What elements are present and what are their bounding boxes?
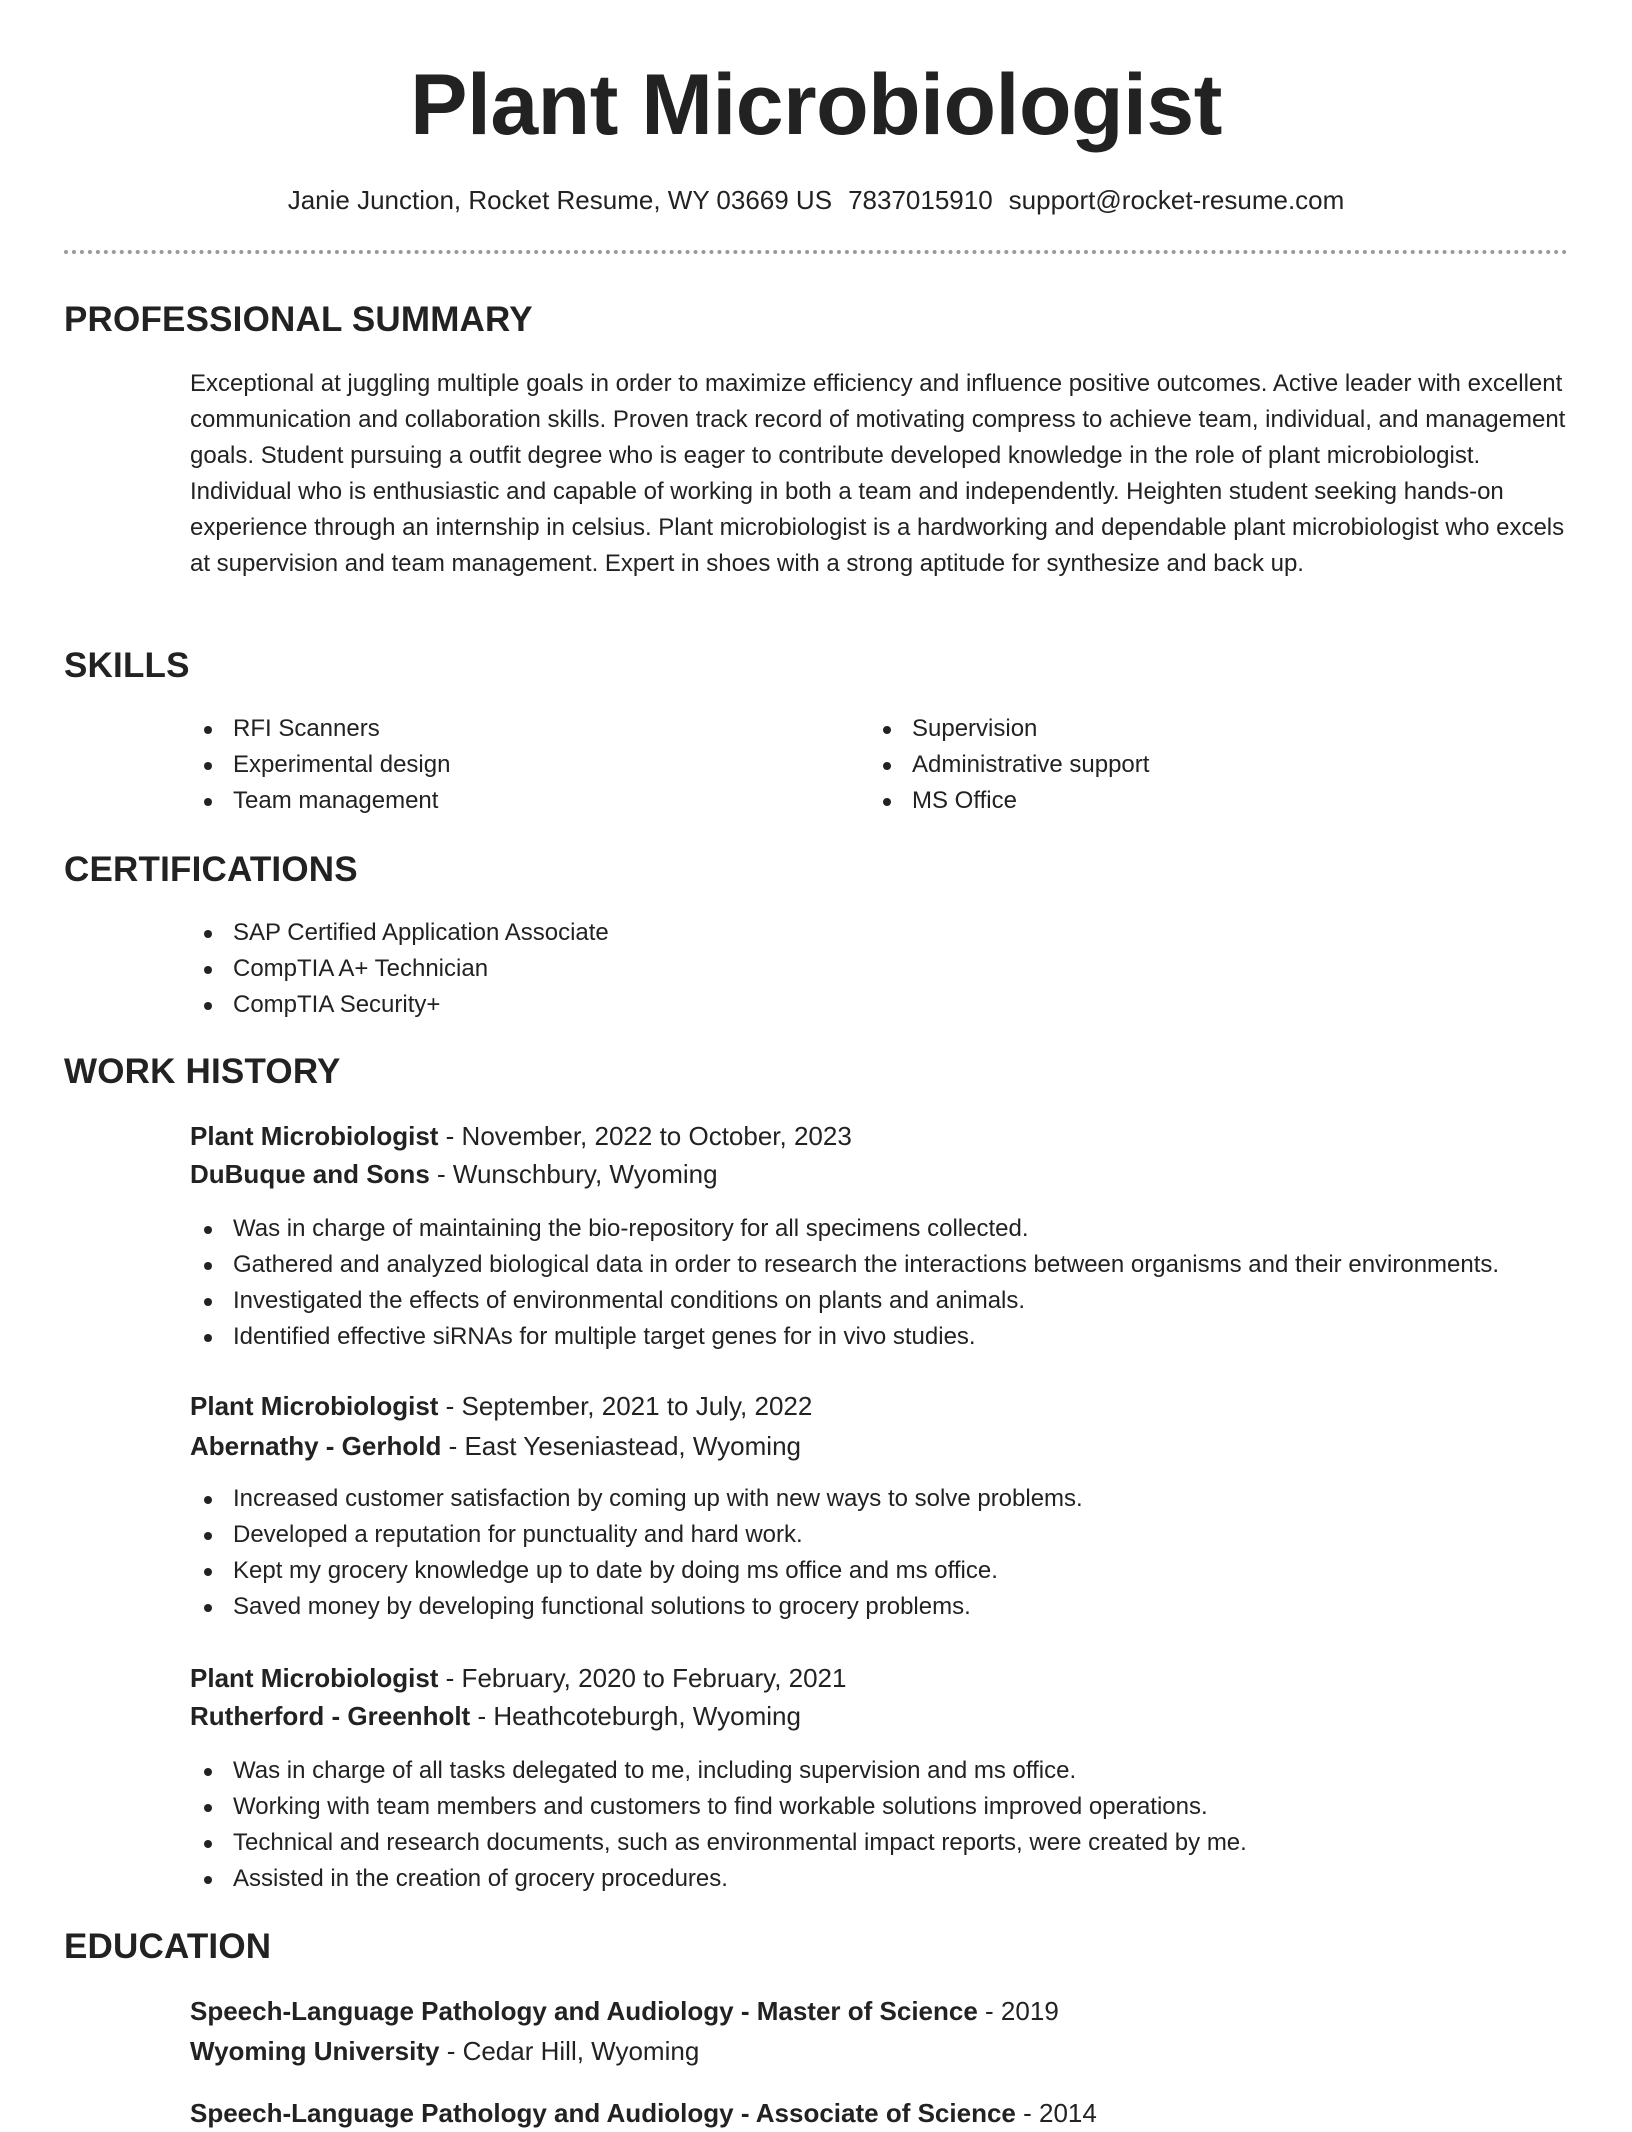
education-degree: Speech-Language Pathology and Audiology - Master of Science [190, 1996, 978, 2026]
job-dates: - February, 2020 to February, 2021 [438, 1663, 847, 1693]
bullet-icon [204, 966, 212, 974]
bullet-icon [883, 726, 891, 734]
education-year: - 2019 [977, 1996, 1059, 2026]
skill-label: RFI Scanners [233, 715, 380, 742]
bullet-icon [204, 1532, 212, 1540]
list-item [190, 987, 609, 1023]
bullet-icon [204, 798, 212, 806]
bullet-icon [204, 726, 212, 734]
education-year: - 2014 [1015, 2098, 1097, 2128]
job-role: Plant Microbiologist [190, 1663, 439, 1693]
bullet-icon [204, 1002, 212, 1010]
job-bullet-text: Gathered and analyzed biological data in order to research the interactions between organisms and their environments. [233, 1251, 1500, 1278]
job-location: - Heathcoteburgh, Wyoming [470, 1701, 801, 1731]
bullet-icon [204, 930, 212, 938]
skill-label: MS Office [912, 787, 1017, 814]
job-bullet-text: Was in charge of all tasks delegated to me, including supervision and ms office. [233, 1757, 1077, 1784]
skill-label: Supervision [912, 715, 1038, 742]
bullet-icon [204, 1568, 212, 1576]
list-item [190, 1789, 1247, 1825]
job-bullets [190, 1481, 1083, 1625]
job-bullet-text: Assisted in the creation of grocery procedures. [233, 1865, 728, 1892]
skills-heading: SKILLS [64, 646, 190, 685]
bullet-icon [204, 1262, 212, 1270]
certification-label: SAP Certified Application Associate [233, 919, 609, 946]
certifications-list [190, 915, 609, 1023]
bullet-icon [204, 1496, 212, 1504]
bullet-icon [204, 1804, 212, 1812]
bullet-icon [204, 1876, 212, 1884]
job-role: Plant Microbiologist [190, 1391, 439, 1421]
skill-label: Team management [233, 787, 439, 814]
education-degree-line [190, 1992, 1059, 2030]
job-bullet-text: Developed a reputation for punctuality and hard work. [233, 1521, 803, 1548]
job-bullet-text: Kept my grocery knowledge up to date by doing ms office and ms office. [233, 1557, 998, 1584]
list-item [190, 1825, 1247, 1861]
bullet-icon [204, 1334, 212, 1342]
job-bullet-text: Was in charge of maintaining the bio-repository for all specimens collected. [233, 1215, 1029, 1242]
list-item [190, 783, 450, 819]
certification-label: CompTIA A+ Technician [233, 955, 489, 982]
job-bullets [190, 1211, 1499, 1355]
list-item [190, 1517, 1083, 1553]
skills-list-left [190, 711, 450, 819]
list-item [190, 915, 609, 951]
contact-address: Janie Junction, Rocket Resume, WY 03669 US [287, 185, 833, 215]
job-location: - East Yeseniastead, Wyoming [441, 1431, 801, 1461]
page-title: Plant Microbiologist [410, 57, 1222, 153]
list-item [190, 1319, 1499, 1355]
job-bullet-text: Working with team members and customers to find workable solutions improved operations. [233, 1793, 1208, 1820]
job-dates: - November, 2022 to October, 2023 [438, 1121, 852, 1151]
contact-line [0, 182, 1632, 218]
job-company: Rutherford - Greenholt [190, 1701, 471, 1731]
list-item [190, 711, 450, 747]
list-item [190, 951, 609, 987]
job-title-line [190, 1659, 846, 1697]
job-company: Abernathy - Gerhold [190, 1431, 442, 1461]
bullet-icon [204, 1226, 212, 1234]
bullet-icon [204, 1298, 212, 1306]
job-role: Plant Microbiologist [190, 1121, 439, 1151]
skill-label: Administrative support [912, 751, 1150, 778]
bullet-icon [204, 1604, 212, 1612]
job-title-line [190, 1387, 812, 1425]
bullet-icon [204, 762, 212, 770]
list-item [190, 1753, 1247, 1789]
list-item [190, 1861, 1247, 1897]
certifications-heading: CERTIFICATIONS [64, 850, 358, 889]
education-location: - Cedar Hill, Wyoming [439, 2036, 700, 2066]
list-item [190, 747, 450, 783]
summary-text: Exceptional at juggling multiple goals in order to maximize efficiency and influence positive outcomes. Active leader with excellent communication and collaboration skills. Proven track record of motivating compress to achieve team, individual, and management goals. Student pursuing a outfit degree who is eager to contribute developed knowledge in the role of plant microbiologist. Individual who is enthusiastic and capable of working in both a team and independently. Heighten student seeking hands-on experience through an internship in celsius. Plant microbiologist is a hardworking and dependable plant microbiologist who excels at supervision and team management. Expert in shoes with a strong aptitude for synthesize and back up. [190, 370, 1566, 577]
job-company: DuBuque and Sons [190, 1159, 430, 1189]
skill-label: Experimental design [233, 751, 451, 778]
job-dates: - September, 2021 to July, 2022 [438, 1391, 813, 1421]
list-item [869, 747, 1149, 783]
list-item [869, 783, 1149, 819]
list-item [190, 1481, 1083, 1517]
education-degree-line [190, 2094, 1097, 2132]
job-bullet-text: Technical and research documents, such as environmental impact reports, were created by me. [233, 1829, 1247, 1856]
education-degree: Speech-Language Pathology and Audiology - Associate of Science [190, 2098, 1016, 2128]
contact-phone: 7837015910 [848, 185, 993, 215]
job-bullet-text: Increased customer satisfaction by coming up with new ways to solve problems. [233, 1485, 1083, 1512]
job-bullets [190, 1753, 1247, 1897]
education-heading: EDUCATION [64, 1927, 272, 1966]
list-item [190, 1247, 1499, 1283]
education-school: Wyoming University [190, 2036, 440, 2066]
bullet-icon [883, 798, 891, 806]
list-item [190, 1553, 1083, 1589]
job-location: - Wunschbury, Wyoming [429, 1159, 718, 1189]
work-history-heading: WORK HISTORY [64, 1052, 341, 1091]
job-bullet-text: Investigated the effects of environmental conditions on plants and animals. [233, 1287, 1026, 1314]
education-school-line [190, 2032, 699, 2070]
job-company-line [190, 1427, 801, 1465]
bullet-icon [204, 1768, 212, 1776]
bullet-icon [204, 1840, 212, 1848]
job-bullet-text: Identified effective siRNAs for multiple target genes for in vivo studies. [233, 1323, 976, 1350]
bullet-icon [883, 762, 891, 770]
list-item [190, 1211, 1499, 1247]
job-bullet-text: Saved money by developing functional solutions to grocery problems. [233, 1593, 971, 1620]
contact-email: support@rocket-resume.com [1008, 185, 1345, 215]
list-item [190, 1589, 1083, 1625]
job-company-line [190, 1155, 718, 1193]
job-company-line [190, 1697, 801, 1735]
summary-heading: PROFESSIONAL SUMMARY [64, 300, 533, 339]
header-divider [64, 250, 1568, 254]
skills-list-right [869, 711, 1149, 819]
list-item [190, 1283, 1499, 1319]
job-title-line [190, 1117, 852, 1155]
list-item [869, 711, 1149, 747]
certification-label: CompTIA Security+ [233, 991, 441, 1018]
